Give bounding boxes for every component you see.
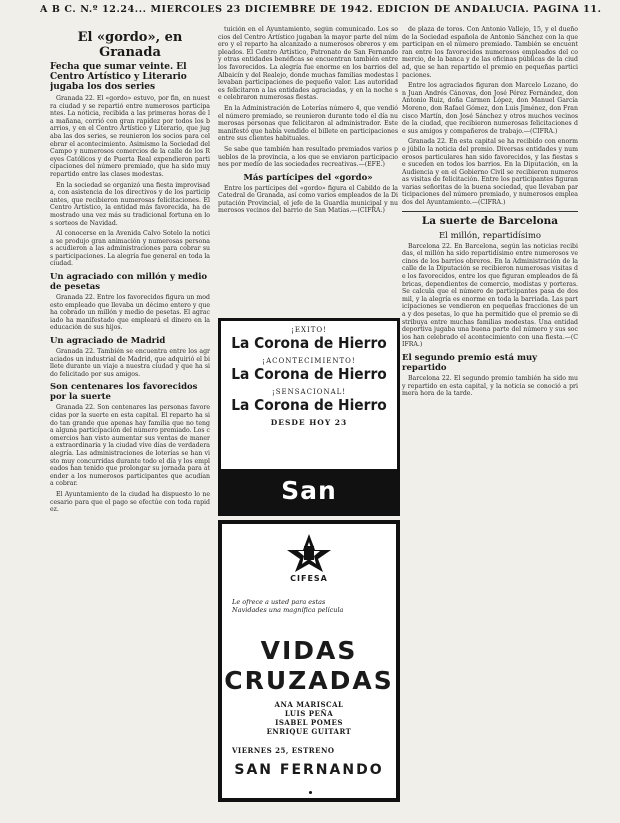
article-paragraph: Entre los agraciados figuran don Marcelo Lozano, don Juan Andrés Cánovas, don José Pérez Fernández, don Antonio Ruiz, doña Carmen López, don Manuel García Moreno, don Rafael Gómez, don Luis Jiménez, don Francisco Martín, don José Sánchez y otros muchos vecinos de la ciudad, que recibieron numerosas felicitaciones de sus amigos y compañeros de trabajo.—(CIFRA.) bbox=[402, 82, 578, 135]
section-title-segundo-premio: El segundo premio está muy repartido bbox=[402, 352, 538, 373]
article-paragraph: Al conocerse en la Avenida Calvo Sotelo la noticia se produjo gran animación y numerosas personas acudieron a las administraciones para cobrar sus participaciones. La alegría fue general en toda la ciudad. bbox=[50, 230, 210, 268]
article-paragraph: Barcelona 22. El segundo premio también ha sido muy repartido en esta capital, y la noticia se conoció a primera hora de la tarde. bbox=[402, 374, 578, 398]
cifesa-logo-text: CIFESA bbox=[290, 574, 328, 583]
subheadline-millon: El millón, repartidísimo bbox=[438, 230, 542, 241]
headline-granada: El «gordo», en Granada bbox=[77, 30, 183, 60]
article-paragraph: El Ayuntamiento de la ciudad ha dispuesto lo necesario para que el pago se efectúe con toda rapidez. bbox=[50, 490, 210, 514]
article-paragraph: Barcelona 22. En Barcelona, según las noticias recibidas, el millón ha sido repartidísimo entre numerosos vecinos de los barrios obreros. En la Administración de la calle de la Diputación se recibieron numerosas visitas de los favorecidos, entre los que figuran empleados de fábricas, dependientes de comercio, modistas y porteras. Se calcula que el número de participantes pasa de dos mil, y la alegría es enorme en toda la barriada. Las participaciones se vendieron en pequeñas fracciones de una y dos pesetas, lo que ha permitido que el premio se distribuya entre muchas familias modestas. Una entidad deportiva jugaba una buena parte del número y sus socios han celebrado el acontecimiento con una fiesta.—(CIFRA.) bbox=[402, 242, 578, 349]
section-title-madrid: Un agraciado de Madrid bbox=[50, 336, 166, 347]
ad-venue: SAN FERNANDO bbox=[234, 762, 384, 778]
ad-date: VIERNES 25, ESTRENO bbox=[232, 746, 335, 755]
headline-barcelona: La suerte de Barcelona bbox=[421, 214, 559, 227]
section-title-participes: Más partícipes del «gordo» bbox=[243, 172, 373, 183]
ad-film-title: La Corona de Hierro bbox=[231, 334, 387, 352]
article-paragraph: tuición en el Ayuntamiento, según comunicado. Los socios del Centro Artístico jugaban la mayor parte del número y el reparto ha alcanzado a numerosos obreros y empleados. El Centro Artístico, Patronato de San Fernando y otras entidades benéficas se encuentran también entre los favorecidos. La alegría fue enorme en los barrios del Albaicín y del Realejo, donde muchas familias modestas llevaban participaciones de pequeño valor. Las autoridades felicitaron a las entidades agraciadas, y en la noche se celebraron numerosas fiestas. bbox=[218, 26, 398, 102]
article-paragraph: de plaza de toros. Con Antonio Vallejo, 15, y el dueño de la Sociedad española de Antonio Sánchez con la que participan en el número premiado. También se encuentran entre los favorecidos numerosos empleados del comercio, de la banca y de las oficinas públicas de la ciudad, que se han repartido el premio en pequeñas participaciones. bbox=[402, 26, 578, 79]
ad-cast-member: ISABEL POMES bbox=[275, 718, 343, 727]
article-paragraph: Se sabe que también han resultado premiados varios pueblos de la provincia, a los que se enviaron participaciones por medio de las sociedades recreativas.—(EFE.) bbox=[218, 145, 398, 169]
article-paragraph: Granada 22. También se encuentra entre los agraciados un industrial de Madrid, que adquirió el billete durante un viaje a nuestra ciudad y que ha sido felicitado por sus amigos. bbox=[50, 348, 210, 378]
section-title-millon: Un agraciado con millón y medio de pesetas bbox=[50, 272, 208, 293]
page-header: A B C. N.º 12.24... MIERCOLES 23 DICIEMBRE DE 1942. EDICION DE ANDALUCIA. PAGINA 11. bbox=[40, 4, 602, 15]
article-paragraph: En la sociedad se organizó una fiesta improvisada, con asistencia de los directivos y de los participantes, que recibieron numerosas felicitaciones. El Centro Artístico, la entidad más favorecida, ha demostrado una vez más su tradicional fortuna en los sorteos de Navidad. bbox=[50, 181, 210, 227]
ad-cast-list bbox=[222, 700, 396, 736]
ad-caption: ¡ACONTECIMIENTO! bbox=[262, 357, 356, 365]
ad-caption: ¡SENSACIONAL! bbox=[271, 388, 347, 396]
advertisement-vidas-cruzadas bbox=[218, 520, 400, 802]
article-paragraph: Granada 22. En esta capital se ha recibido con enorme júbilo la noticia del premio. Diversas entidades y numerosos particulares han sido favorecidos, y las fiestas se suceden en todos los barrios. En la Diputación, en la Audiencia y en el Gobierno Civil se recibieron numerosas visitas de felicitación. Entre los participantes figuran varias señoritas de la buena sociedad, que llevaban participaciones del número premiado, y numerosos empleados del Ayuntamiento.—(CIFRA.) bbox=[402, 138, 578, 207]
ad-title-line: VIDAS bbox=[260, 636, 358, 665]
ad-cast-member: ENRIQUE GUITART bbox=[266, 727, 352, 736]
ad-film-title: La Corona de Hierro bbox=[231, 396, 387, 414]
ad-film-title: La Corona de Hierro bbox=[231, 365, 387, 383]
column-middle bbox=[218, 26, 398, 314]
column-right bbox=[402, 26, 578, 816]
article-paragraph: Entre los partícipes del «gordo» figura el Cabildo de la Catedral de Granada, así como varios empleados de la Diputación Provincial, el jefe de la Guardia municipal y numerosos vecinos del barrio de San Matías.—(CIFRA.) bbox=[218, 184, 398, 215]
column-left bbox=[50, 26, 210, 816]
ad-cast-member: ANA MARISCAL bbox=[274, 700, 344, 709]
cifesa-logo-icon bbox=[284, 530, 334, 574]
ad-title-line: CRUZADAS bbox=[224, 666, 394, 695]
ad-date: DESDE HOY 23 bbox=[270, 418, 348, 427]
ad-film-title bbox=[222, 636, 396, 696]
ad-promo-text: Le ofrece a usted para estas Navidades una magnífica película bbox=[232, 598, 344, 614]
ad-caption: ¡EXITO! bbox=[291, 326, 327, 334]
ornament-dot bbox=[309, 791, 312, 794]
divider bbox=[402, 211, 578, 212]
ad-cast-member: LUIS PEÑA bbox=[284, 709, 334, 718]
article-paragraph: Granada 22. Entre los favorecidos figura un modesto empleado que llevaba un décimo entero y que ha cobrado un millón y medio de pesetas. El agraciado ha manifestado que empleará el dinero en la educación de sus hijos. bbox=[50, 294, 210, 332]
article-paragraph: Granada 22. Son centenares las personas favorecidas por la suerte en esta capital. El reparto ha sido tan grande que apenas hay familia que no tenga alguna participación del número premiado. Los comercios han visto aumentar sus ventas de manera extraordinaria y la ciudad vive días de verdadera alegría. Las administraciones de loterías se han visto muy concurridas durante todo el día y los empleados han tenido que prolongar su jornada para atender a los numerosos participantes que acudían a cobrar. bbox=[50, 404, 210, 488]
ad-venue: San bbox=[221, 469, 397, 513]
advertisement-corona-de-hierro bbox=[218, 318, 400, 516]
article-paragraph: Granada 22. El «gordo» estuvo, por fin, en nuestra ciudad y se repartió entre numerosos participantes. La noticia, recibida a las primeras horas de la mañana, corrió con gran rapidez por todos los barrios, y en el Centro Artístico y Literario, que jugaba las dos series, se reunieron los socios para celebrar el acontecimiento. Asimismo la Sociedad del Campo y numerosos comercios de la calle de los Reyes Católicos y de Puerta Real expendieron participaciones del número premiado, que ha sido muy repartido entre las clases modestas. bbox=[50, 95, 210, 178]
section-title-centenares: Son centenares los favorecidos por la suerte bbox=[50, 382, 198, 403]
article-paragraph: En la Administración de Loterías número 4, que vendió el número premiado, se reunieron durante todo el día numerosas personas que felicitaron al administrador. Este manifestó que había vendido el billete en participaciones entre sus clientes habituales. bbox=[218, 104, 398, 143]
deck-granada: Fecha que sumar veinte. El Centro Artístico y Literario jugaba los dos series bbox=[50, 62, 187, 92]
